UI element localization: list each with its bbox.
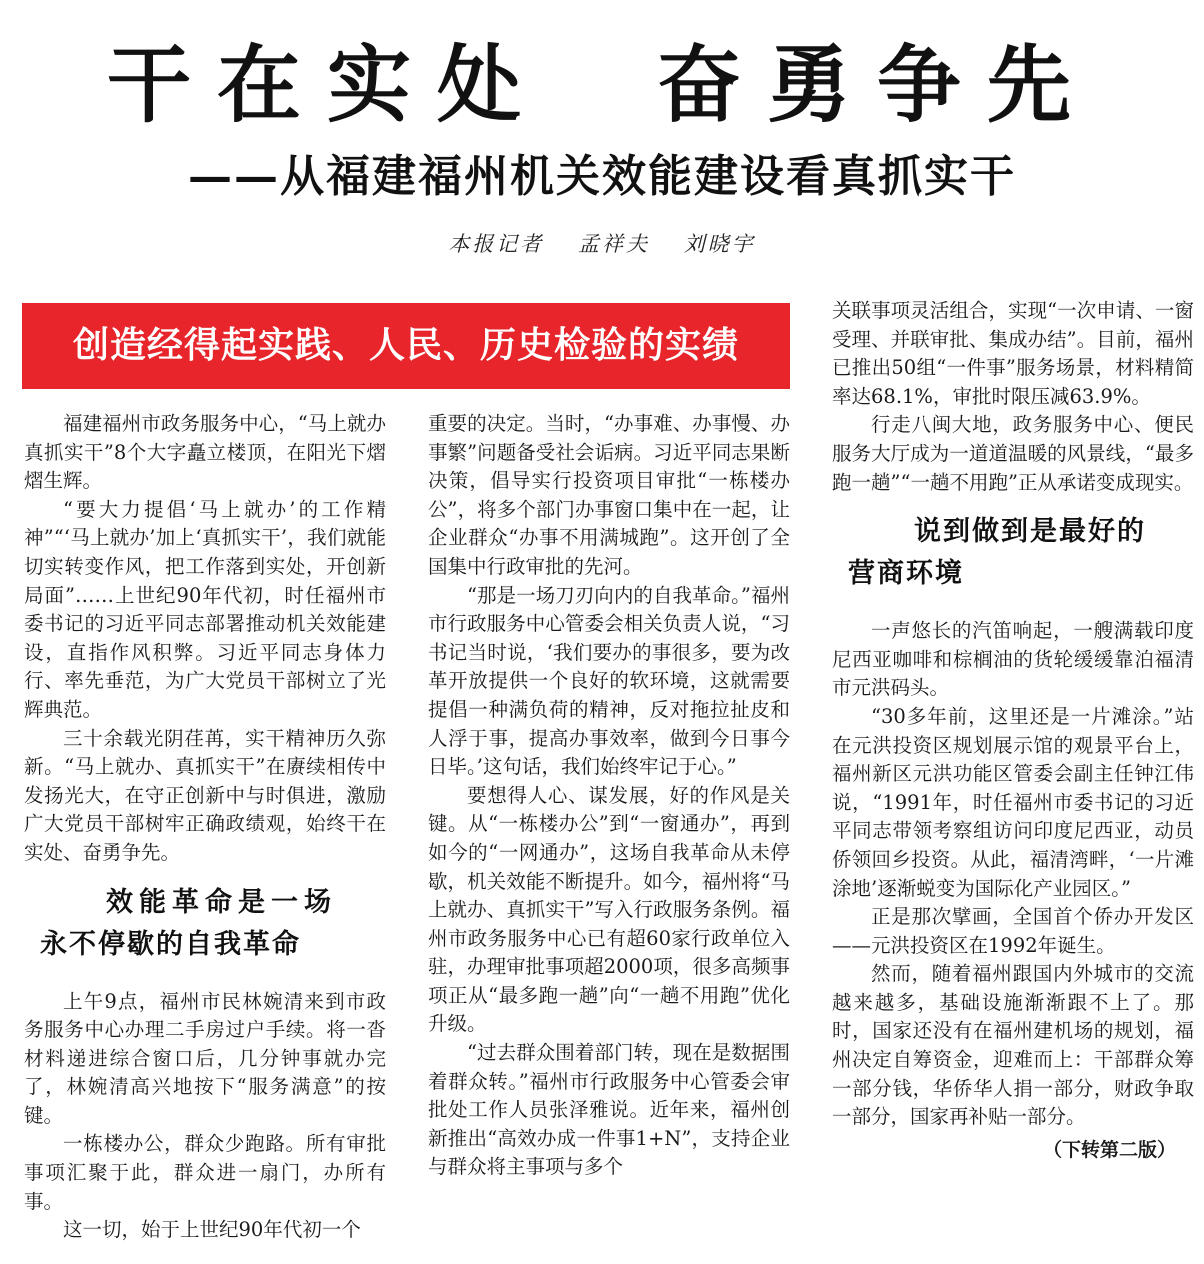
paragraph: 行走八闽大地，政务服务中心、便民服务大厅成为一道道温暖的风景线，“最多跑一趟”“一趟不用跑”正从承诺变成现实。 xyxy=(832,413,1194,494)
paragraph: 一栋楼办公，群众少跑路。所有审批事项汇聚于此，群众进一扇门，办所有事。 xyxy=(24,1132,386,1213)
section-subtitle-line-2: 营商环境 xyxy=(848,558,964,590)
main-headline: 干在实处 奋勇争先 xyxy=(106,36,1097,134)
paragraph: 正是那次擘画，全国首个侨办开发区——元洪投资区在1992年诞生。 xyxy=(832,905,1194,957)
paragraph: “那是一场刀刃向内的自我革命。”福州市行政服务中心管委会相关负责人说，“习书记当时说，‘我们要办的事很多，要为改革开放提供一个良好的软环境，这就需要提倡一种满负荷的精神，反对拖拉扯皮和人浮于事，提高办事效率，做到今日事今日毕。’这句话，我们始终牢记于心。” xyxy=(428,583,790,779)
paragraph: “要大力提倡‘马上就办’的工作精神”“‘马上就办’加上‘真抓实干’，我们就能切实转变作风，把工作落到实处，开创新局面”……上世纪90年代初，时任福州市委书记的习近平同志部署推动机关效能建设，直指作风积弊。习近平同志身体力行、率先垂范，为广大党员干部树立了光辉典范。 xyxy=(24,497,386,721)
paragraph: 关联事项灵活组合，实现“一次申请、一窗受理、并联审批、集成办结”。目前，福州已推出50组“一件事”服务场景，材料精简率达68.1%，审批时限压减63.9%。 xyxy=(832,299,1194,408)
paragraph: 一声悠长的汽笛响起，一艘满载印度尼西亚咖啡和棕榈油的货轮缓缓靠泊福清市元洪码头。 xyxy=(832,619,1194,700)
paragraph: 上午9点，福州市民林婉清来到市政务服务中心办理二手房过户手续。将一沓材料递进综合窗口后，几分钟事就办完了，林婉清高兴地按下“服务满意”的按键。 xyxy=(24,989,386,1127)
paragraph: 三十余载光阴荏苒，实干精神历久弥新。“马上就办、真抓实干”在赓续相传中发扬光大，在守正创新中与时俱进，激励广大党员干部树牢正确政绩观，始终干在实处、奋勇争先。 xyxy=(24,726,386,864)
paragraph: “30多年前，这里还是一片滩涂。”站在元洪投资区规划展示馆的观景平台上，福州新区元洪功能区管委会副主任钟江伟说，“1991年，时任福州市委书记的习近平同志带领考察组访问印度尼西亚，动员侨领回乡投资。从此，福清湾畔，‘一片滩涂地’逐渐蜕变为国际化产业园区。” xyxy=(832,704,1194,900)
section-subtitle-line-2: 永不停歇的自我革命 xyxy=(40,928,301,960)
article-column-3 xyxy=(832,297,1194,1166)
section-subtitle-line-1: 效能革命是一场 xyxy=(106,886,337,918)
byline-prefix: 本报记者 xyxy=(448,232,545,256)
section-subtitle xyxy=(832,511,1194,595)
sub-headline: ——从福建福州机关效能建设看真抓实干 xyxy=(188,151,1016,202)
paragraph: 要想得人心、谋发展，好的作风是关键。从“一栋楼办公”到“一窗通办”，再到如今的“一网通办”，这场自我革命从未停歇，机关效能不断提升。如今，福州将“马上就办、真抓实干”写入行政服务条例。福州市政务服务中心已有超60家行政单位入驻，办理审批事项超2000项，很多高频事项正从“最多跑一趟”向“一趟不用跑”优化升级。 xyxy=(428,783,790,1036)
paragraph: 这一切，始于上世纪90年代初一个 xyxy=(63,1218,361,1242)
byline-author-1: 孟祥夫 xyxy=(578,232,650,256)
article-column-2 xyxy=(428,410,790,1182)
paragraph: 福建福州市政务服务中心，“马上就办 真抓实干”8个大字矗立楼顶，在阳光下熠熠生辉。 xyxy=(24,412,406,493)
paragraph: 重要的决定。当时，“办事难、办事慢、办事繁”问题备受社会诟病。习近平同志果断决策，倡导实行投资项目审批“一栋楼办公”，将多个部门办事窗口集中在一起，让企业群众“办事不用满城跑”。这开创了全国集中行政审批的先河。 xyxy=(428,412,790,578)
section-subtitle-line-1: 说到做到是最好的 xyxy=(914,516,1146,548)
section-banner: 创造经得起实践、人民、历史检验的实绩 xyxy=(22,303,790,389)
paragraph: 然而，随着福州跟国内外城市的交流越来越多，基础设施渐渐跟不上了。那时，国家还没有在福州建机场的规划，福州决定自筹资金，迎难而上：干部群众筹一部分钱，华侨华人捐一部分，财政争取一部分，国家再补贴一部分。 xyxy=(832,962,1194,1129)
continued-note: （下转第二版） xyxy=(1042,1138,1176,1161)
byline xyxy=(0,228,1204,260)
section-subtitle xyxy=(24,882,386,966)
paragraph: “过去群众围着部门转，现在是数据围着群众转。”福州市行政服务中心管委会审批处工作人员张泽雅说。近年来，福州创新推出“高效办成一件事1+N”，支持企业与群众将主事项与多个 xyxy=(428,1041,790,1179)
byline-author-2: 刘晓宇 xyxy=(683,232,756,256)
article-column-1 xyxy=(24,410,406,1245)
